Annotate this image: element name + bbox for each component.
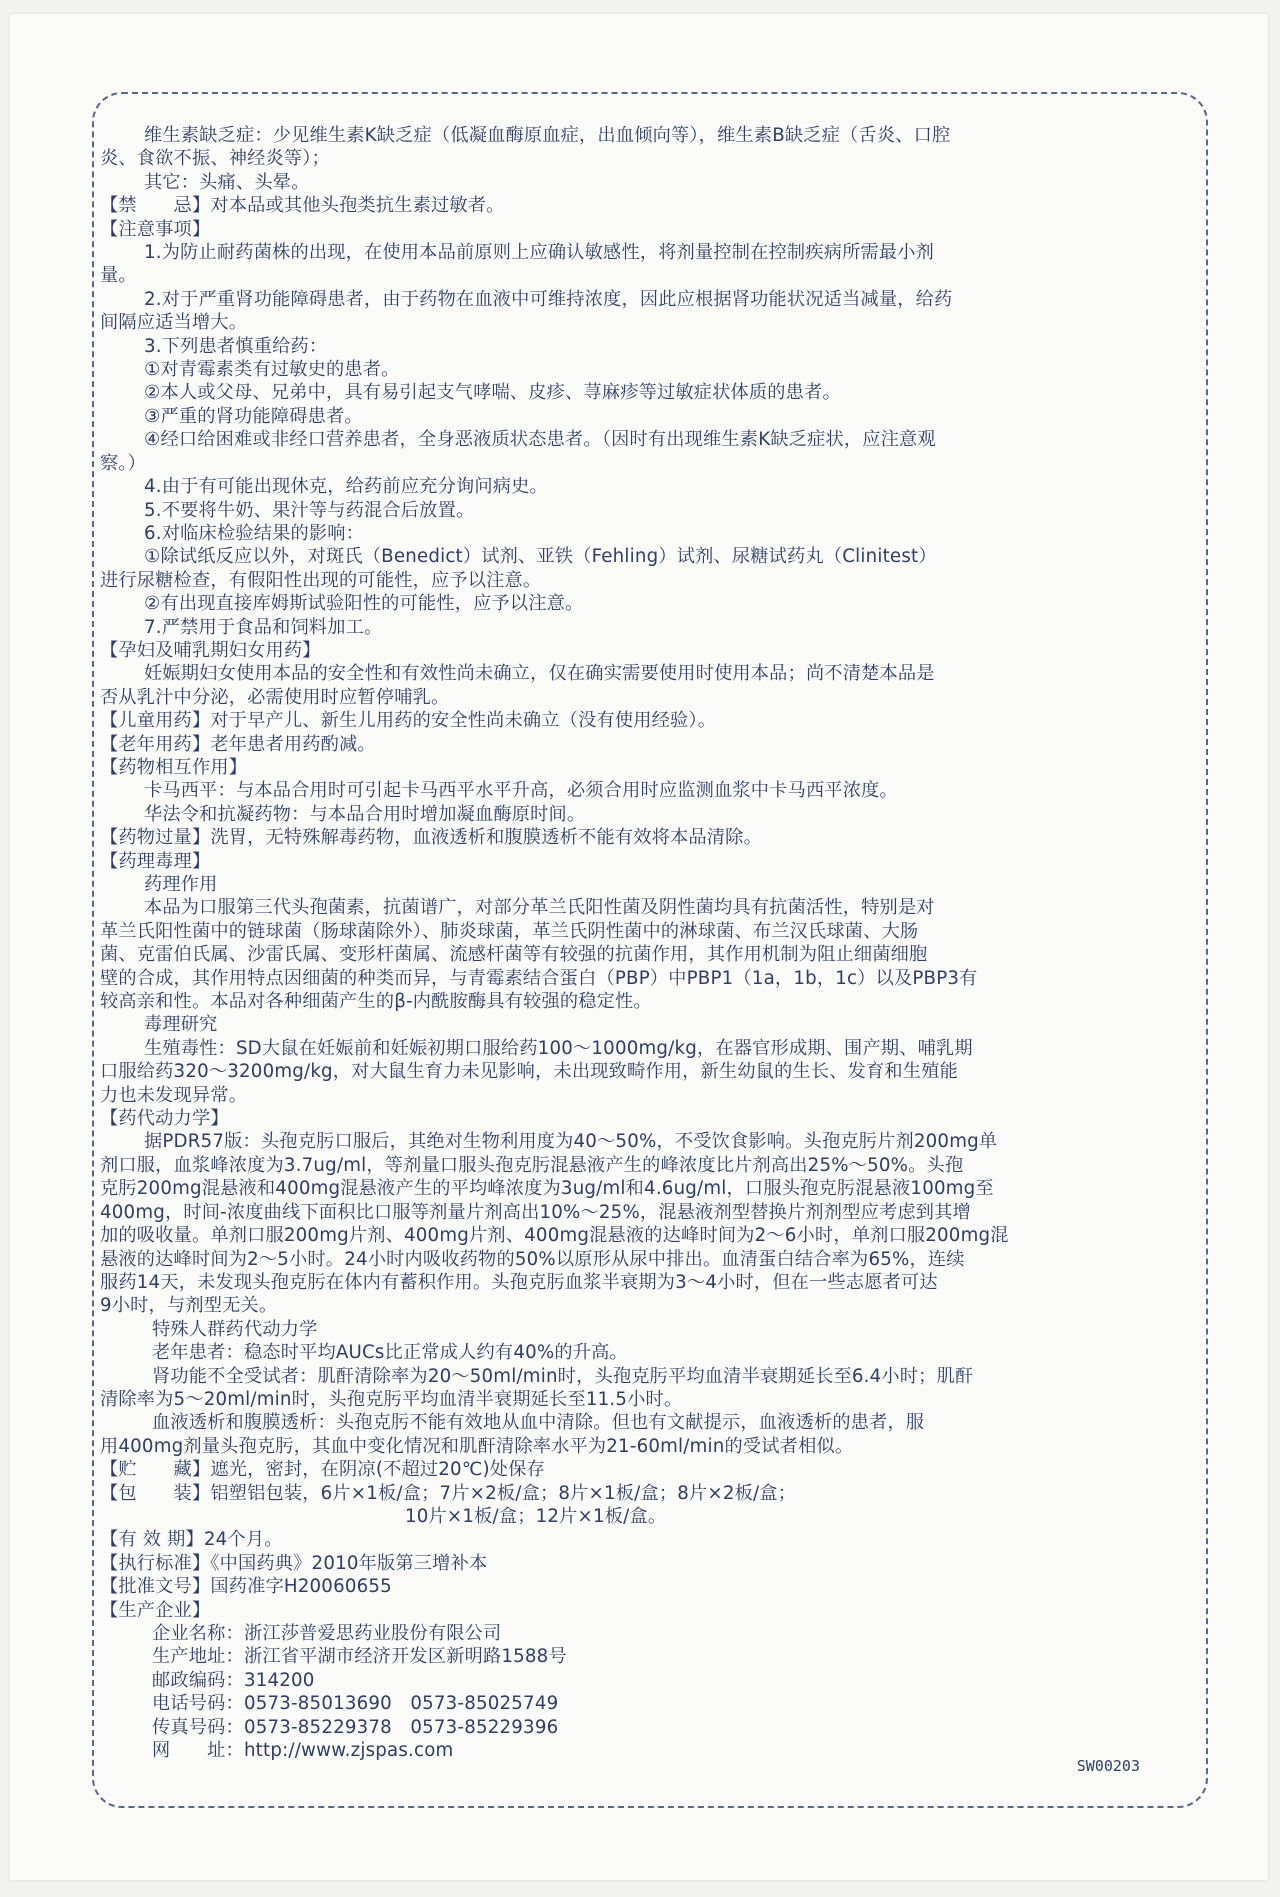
text-line: ②本人或父母、兄弟中，具有易引起支气哮喘、皮疹、荨麻疹等过敏症状体质的患者。 [144, 382, 841, 404]
text-line: 企业名称：浙江莎普爱思药业股份有限公司 [152, 1623, 502, 1644]
text-line: 卡马西平：与本品合用时可引起卡马西平水平升高，必须合用时应监测血浆中卡马西平浓度。 [144, 780, 898, 802]
text-line: 特殊人群药代动力学 [152, 1318, 318, 1340]
text-line: 据PDR57版：头孢克肟口服后，其绝对生物利用度为40～50%，不受饮食影响。头孢克肟片剂200mg单 [144, 1131, 998, 1153]
text-line: 用400mg剂量头孢克肟，其血中变化情况和肌酐清除率水平为21-60ml/min的受试者相似。 [100, 1435, 854, 1457]
text-line: 【药理毒理】 [100, 850, 211, 872]
text-line: 其它：头痛、头晕。 [144, 171, 310, 193]
text-line: 【执行标准】《中国药典》2010年版第三增补本 [100, 1552, 488, 1574]
text-line: 壁的合成，其作用特点因细菌的种类而异，与青霉素结合蛋白（PBP）中PBP1（1a，1b，1c）以及PBP3有 [100, 967, 978, 989]
text-line: 维生素缺乏症：少见维生素K缺乏症（低凝血酶原血症，出血倾向等），维生素B缺乏症（舌炎、口腔 [144, 125, 951, 146]
text-line: 邮政编码：314200 [152, 1669, 315, 1691]
text-line: 【生产企业】 [100, 1599, 211, 1621]
text-line: 10片×1板/盒；12片×1板/盒。 [405, 1505, 667, 1527]
text-line: 【注意事项】 [100, 218, 211, 240]
text-line: 间隔应适当增大。 [100, 312, 248, 334]
text-line: 肾功能不全受试者：肌酐清除率为20～50ml/min时，头孢克肟平均血清半衰期延长至6.4小时；肌酐 [152, 1365, 974, 1387]
text-line: 【儿童用药】对于早产儿、新生儿用药的安全性尚未确立（没有使用经验）。 [100, 710, 717, 732]
text-line: 悬液的达峰时间为2～5小时。24小时内吸收药物的50%以原形从尿中排出。血清蛋白结合率为65%，连续 [100, 1248, 965, 1270]
text-line: 【孕妇及哺乳期妇女用药】 [100, 639, 321, 661]
text-line: 【老年用药】老年患者用药酌减。 [100, 733, 376, 755]
text-line: 否从乳汁中分泌，必需使用时应暂停哺乳。 [100, 686, 450, 708]
text-line: 4.由于有可能出现休克，给药前应充分询问病史。 [144, 476, 548, 498]
text-line: 炎、食欲不振、神经炎等）； [100, 148, 330, 170]
text-line: 1.为防止耐药菌株的出现，在使用本品前原则上应确认敏感性，将剂量控制在控制疾病所需最小剂 [144, 242, 935, 264]
text-line: 2.对于严重肾功能障碍患者，由于药物在血液中可维持浓度，因此应根据肾功能状况适当减量，给药 [144, 288, 953, 310]
text-line: 力也未发现异常。 [100, 1084, 248, 1106]
text-line: ③严重的肾功能障碍患者。 [144, 405, 363, 427]
text-line: 【有 效 期】24个月。 [100, 1529, 283, 1551]
text-line: 6.对临床检验结果的影响： [144, 522, 365, 544]
text-line: ②有出现直接库姆斯试验阳性的可能性，应予以注意。 [144, 593, 584, 615]
text-line: 【批准文号】国药准字H20060655 [100, 1576, 392, 1598]
text-line: ①对青霉素类有过敏史的患者。 [144, 359, 400, 381]
text-line: 网 址：http://www.zjspas.com [152, 1740, 454, 1762]
text-line: 血液透析和腹膜透析：头孢克肟不能有效地从血中清除。但也有文献提示，血液透析的患者，服 [152, 1412, 925, 1434]
text-line: 电话号码：0573-85013690 0573-85025749 [152, 1693, 559, 1715]
text-line: 生殖毒性：SD大鼠在妊娠前和妊娠初期口服给药100～1000mg/kg，在器官形成期、围产期、哺乳期 [144, 1037, 973, 1059]
text-line: 【药代动力学】 [100, 1108, 229, 1130]
text-line: 生产地址：浙江省平湖市经济开发区新明路1588号 [152, 1646, 567, 1668]
text-line: 菌、克雷伯氏属、沙雷氏属、变形杆菌属、流感杆菌等有较强的抗菌作用，其作用机制为阻止细菌细胞 [100, 944, 928, 966]
text-line: 400mg，时间-浓度曲线下面积比口服等剂量片剂高出10%～25%，混悬液剂型替换片剂剂型应考虑到其增 [100, 1201, 971, 1223]
text-line: 传真号码：0573-85229378 0573-85229396 [152, 1716, 559, 1738]
text-line: 9小时，与剂型无关。 [100, 1295, 278, 1317]
text-line: 【药物相互作用】 [100, 756, 248, 778]
text-line: 口服给药320～3200mg/kg，对大鼠生育力未见影响，未出现致畸作用，新生幼鼠的生长、发育和生殖能 [100, 1061, 958, 1083]
text-line: 清除率为5～20ml/min时，头孢克肟平均血清半衰期延长至11.5小时。 [100, 1388, 683, 1410]
text-line: 华法令和抗凝药物：与本品合用时增加凝血酶原时间。 [144, 803, 586, 825]
text-line: 妊娠期妇女使用本品的安全性和有效性尚未确立，仅在确实需要使用时使用本品；尚不清楚本品是 [144, 663, 935, 685]
text-line: 本品为口服第三代头孢菌素，抗菌谱广，对部分革兰氏阳性菌及阴性菌均具有抗菌活性，特别是对 [144, 897, 935, 919]
text-line: 毒理研究 [144, 1014, 218, 1036]
text-line: 【贮 藏】遮光，密封，在阴凉(不超过20℃)处保存 [100, 1459, 545, 1481]
text-line: 5.不要将牛奶、果汁等与药混合后放置。 [144, 499, 475, 521]
document-code: SW00203 [1076, 1757, 1140, 1775]
text-line: 较高亲和性。本品对各种细菌产生的β-内酰胺酶具有较强的稳定性。 [100, 991, 652, 1013]
text-line: 【包 装】铝塑铝包装，6片×1板/盒；7片×2板/盒；8片×1板/盒；8片×2板/盒； [100, 1482, 797, 1504]
text-line: 量。 [100, 265, 137, 287]
text-line: 察。） [100, 452, 147, 474]
text-line: 克肟200mg混悬液和400mg混悬液产生的平均峰浓度为3ug/ml和4.6ug/ml，口服头孢克肟混悬液100mg至 [100, 1178, 994, 1200]
text-line: 【禁 忌】对本品或其他头孢类抗生素过敏者。 [100, 195, 505, 217]
text-line: ④经口给困难或非经口营养患者，全身恶液质状态患者。（因时有出现维生素K缺乏症状，应注意观 [144, 429, 936, 451]
text-line: 剂口服，血浆峰浓度为3.7ug/ml，等剂量口服头孢克肟混悬液产生的峰浓度比片剂高出25%～50%。头孢 [100, 1154, 964, 1176]
text-line: 【药物过量】洗胃，无特殊解毒药物，血液透析和腹膜透析不能有效将本品清除。 [100, 827, 762, 849]
text-line: 加的吸收量。单剂口服200mg片剂、400mg片剂、400mg混悬液的达峰时间为2～6小时，单剂口服200mg混 [100, 1225, 1009, 1247]
text-line: 革兰氏阳性菌中的链球菌（肠球菌除外）、肺炎球菌，革兰氏阴性菌中的淋球菌、布兰汉氏球菌、大肠 [100, 920, 919, 942]
text-line: 7.严禁用于食品和饲料加工。 [144, 616, 383, 638]
text-line: 3.下列患者慎重给药： [144, 335, 328, 357]
text-line: 服药14天，未发现头孢克肟在体内有蓄积作用。头孢克肟血浆半衰期为3～4小时，但在一些志愿者可达 [100, 1271, 938, 1293]
text-line: ①除试纸反应以外，对斑氏（Benedict）试剂、亚铁（Fehling）试剂、尿糖试药丸（Clinitest） [144, 546, 937, 568]
text-line: 老年患者：稳态时平均AUCs比正常成人约有40%的升高。 [152, 1342, 628, 1364]
text-line: 进行尿糖检查，有假阳性出现的可能性，应予以注意。 [100, 569, 542, 591]
text-line: 药理作用 [144, 874, 218, 895]
leaflet-text [100, 124, 1185, 1762]
